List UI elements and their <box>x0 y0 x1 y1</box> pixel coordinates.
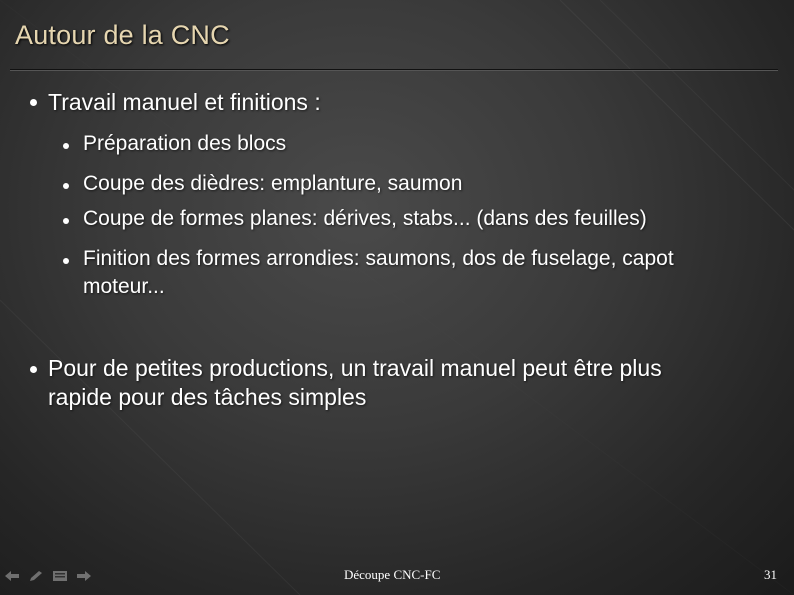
bullet-petites-productions-line1: Pour de petites productions, un travail manuel peut être plus <box>48 355 662 381</box>
sub-bullet-coupe-diedres: Coupe des dièdres: emplanture, saumon <box>83 172 463 195</box>
sub-bullet-dot <box>63 258 69 264</box>
sub-bullet-preparation: Préparation des blocs <box>83 132 287 155</box>
sub-bullet-dot <box>63 143 69 149</box>
title-divider <box>10 69 778 70</box>
slide-footer: Découpe CNC-FC <box>344 567 441 582</box>
back-arrow-icon[interactable] <box>4 570 20 582</box>
pen-icon[interactable] <box>28 570 44 582</box>
bullet-travail-manuel: Travail manuel et finitions : <box>48 89 321 115</box>
sub-bullet-finition-line2: moteur... <box>83 275 165 298</box>
forward-arrow-icon[interactable] <box>76 570 92 582</box>
sub-bullet-finition-line1: Finition des formes arrondies: saumons, dos de fuselage, capot <box>83 247 674 270</box>
sub-bullet-dot <box>63 183 69 189</box>
bullet-petites-productions-line2: rapide pour des tâches simples <box>48 384 367 410</box>
bullet-dot <box>30 366 37 373</box>
menu-icon[interactable] <box>52 570 68 582</box>
sub-bullet-coupe-formes: Coupe de formes planes: dérives, stabs... (dans des feuilles) <box>83 207 647 230</box>
slide-navigation <box>4 570 92 582</box>
bullet-dot <box>30 99 37 106</box>
sub-bullet-dot <box>63 218 69 224</box>
page-number: 31 <box>764 567 777 582</box>
slide-title: Autour de la CNC <box>15 20 230 50</box>
